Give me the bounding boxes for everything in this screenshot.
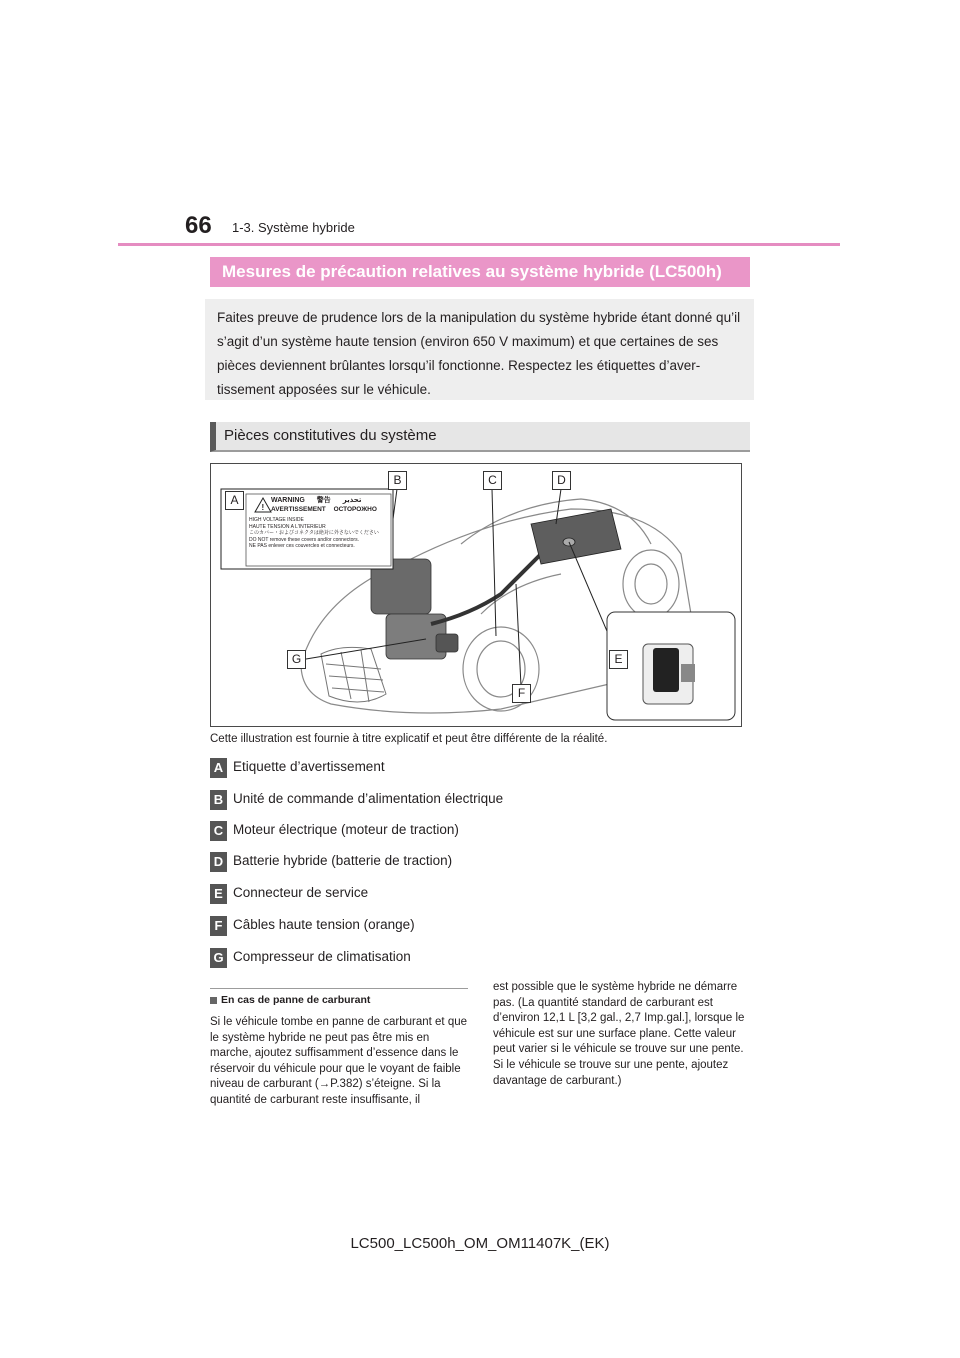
legend-item-b [210,790,504,810]
legend-letter: G [210,948,227,968]
subsection-heading: Pièces constitutives du système [224,427,437,444]
note-rule [210,988,468,989]
legend-letter: B [210,790,227,810]
subsection-heading-bar [210,422,750,452]
legend-label: Moteur électrique (moteur de traction) [233,822,459,837]
legend-label: Etiquette d’avertissement [233,759,385,774]
callout-d: D [552,471,571,490]
legend-item-f [210,916,415,936]
legend-letter: D [210,852,227,872]
footer-code: LC500_LC500h_OM_OM11407K_(EK) [350,1235,610,1252]
legend-item-e [210,884,369,904]
label-ru: ОСТОРОЖНО [333,506,377,513]
intro-box [205,299,754,400]
main-heading: Mesures de précaution relatives au système hybride (LC500h) [222,262,722,281]
label-do-not: DO NOT remove these covers and/or connectors. [249,536,359,543]
legend-letter: C [210,821,227,841]
callout-a: A [225,491,244,510]
label-warning-jp: 警告 [316,497,331,504]
page-number: 66 [185,212,212,239]
callout-e: E [609,650,628,669]
intro-text: Faites preuve de prudence lors de la manipulation du système hybride étant donné qu’il s’agit d’un système haute tension (environ 650 V maximum) et que certaines de ses pièces deviennent brûlantes lorsqu’il fonctionne. Respectez les étiquettes d’aver-tissement apposées sur le véhicule. [217,310,741,397]
legend-label: Batterie hybride (batterie de traction) [233,853,453,868]
note-heading-text: En cas de panne de carburant [221,994,371,1006]
legend-item-d [210,852,453,872]
system-components-figure [210,463,742,727]
figure-caption: Cette illustration est fournie à titre explicatif et peut être différente de la réalité. [210,733,608,745]
label-ne-pas: NE PAS enlever ces couvercles et connecteurs. [249,543,355,549]
legend-item-g [210,948,411,968]
legend-label: Unité de commande d’alimentation électrique [233,791,504,806]
legend-label: Câbles haute tension (orange) [233,917,415,932]
callout-b: B [388,471,407,490]
header-rule [118,243,840,246]
legend-letter: A [210,758,227,778]
label-jp-line: このカバー・およびコネクタは絶対に外さないでください [249,530,379,536]
square-bullet-icon [210,997,217,1004]
note-heading [210,994,370,1006]
legend-letter: F [210,916,227,936]
label-hv-fr: HAUTE TENSION A L'INTERIEUR [249,523,326,530]
svg-text:!: ! [261,503,265,512]
label-warning-en: WARNING [271,497,305,504]
main-heading-banner [210,257,750,287]
callout-g: G [287,650,306,669]
callout-f: F [512,684,531,703]
label-warning-ar: تحذير [342,497,362,504]
legend-label: Connecteur de service [233,885,369,900]
legend-item-a [210,758,385,778]
note-right-column: est possible que le système hybride ne démarre pas. (La quantité standard de carburant est d’environ 12,1 L [3,2 gal., 2,7 Imp.gal.], lorsque le véhicule est sur une surface plane. Cette valeur peut varier si le véhicule se trouve sur une pente. Si le véhicule se trouve sur une pente, ajoutez davantage de carburant.) [493,981,745,1087]
section-title: 1-3. Système hybride [232,220,355,235]
label-avert: AVERTISSEMENT [271,506,326,513]
legend-letter: E [210,884,227,904]
callout-c: C [483,471,502,490]
note-left-column: Si le véhicule tombe en panne de carburant et que le système hybride ne peut pas être mis en marche, ajoutez suffisamment d’essence dans le réservoir du véhicule pour que le voyant de faible niveau de carburant (→P.382) s’éteigne. Si la quantité de carburant reste insuffisante, il [210,1016,468,1106]
label-hv: HIGH VOLTAGE INSIDE [249,517,304,523]
legend-item-c [210,821,459,841]
legend-label: Compresseur de climatisation [233,949,411,964]
